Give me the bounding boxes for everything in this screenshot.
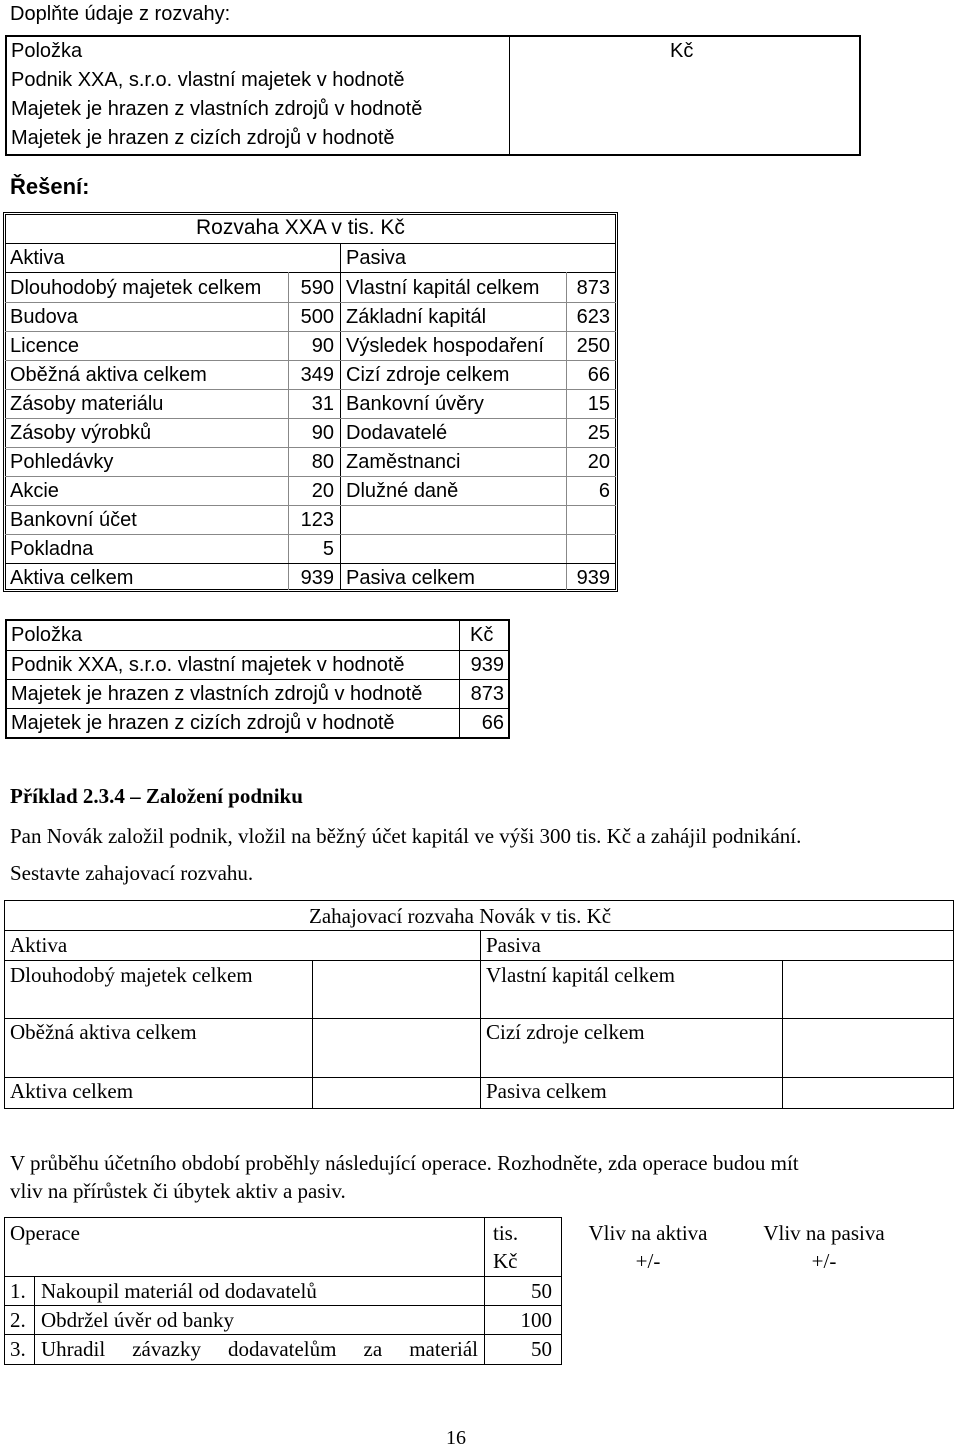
balance-liab-value: 15: [587, 393, 610, 415]
balance-asset-value: 80: [311, 451, 334, 473]
result-row-value: 939: [470, 654, 504, 676]
opening-rule: [5, 930, 953, 931]
fill-table-row: Podnik XXA, s.r.o. vlastní majetek v hodnotě: [11, 69, 405, 91]
balance-asset-label: Pokladna: [10, 538, 94, 560]
balance-asset-value: 500: [300, 306, 334, 328]
ops-row-value: 50: [531, 1337, 552, 1361]
opening-row: Aktiva celkem: [10, 1079, 134, 1103]
balance-liab-label: Výsledek hospodaření: [346, 335, 544, 357]
ops-row-value: 50: [531, 1279, 552, 1303]
opening-row: Dlouhodobý majetek celkem: [10, 963, 253, 987]
balance-asset-value: 349: [300, 364, 334, 386]
ops-header-operation: Operace: [10, 1221, 80, 1245]
fill-table-divider: [509, 35, 510, 156]
result-row-label: Podnik XXA, s.r.o. vlastní majetek v hodnotě: [11, 654, 405, 676]
opening-liab-label: Pasiva: [486, 933, 541, 957]
balance-asset-label: Licence: [10, 335, 79, 357]
opening-row: Oběžná aktiva celkem: [10, 1020, 197, 1044]
balance-liab-label: Základní kapitál: [346, 306, 487, 328]
solution-heading: Řešení:: [10, 174, 90, 199]
balance-liab-label: Vlastní kapitál celkem: [346, 277, 540, 299]
balance-asset-value: 90: [311, 335, 334, 357]
balance-asset-label: Akcie: [10, 480, 59, 502]
balance-liab-label: Pasiva: [346, 247, 407, 269]
opening-divider: [312, 960, 313, 1108]
balance-asset-value: 31: [311, 393, 334, 415]
balance-liab-value: 623: [576, 306, 610, 328]
balance-asset-value: 90: [311, 422, 334, 444]
balance-asset-label: Pohledávky: [10, 451, 114, 473]
ops-row-value: 100: [520, 1308, 552, 1332]
balance-liab-label: Dodavatelé: [346, 422, 448, 444]
ops-row-text: Nakoupil materiál od dodavatelů: [41, 1279, 317, 1303]
balance-liab-value: 939: [576, 567, 610, 589]
balance-asset-label: Aktiva celkem: [10, 567, 134, 589]
balance-title: Rozvaha XXA v tis. Kč: [196, 216, 405, 239]
opening-rule: [5, 1077, 953, 1078]
ops-header-tis: tis.: [493, 1221, 519, 1245]
balance-liab-value: 250: [576, 335, 610, 357]
balance-asset-value: 590: [300, 277, 334, 299]
balance-divider-soft: [288, 272, 289, 590]
ops-header-liab-sign: +/-: [811, 1249, 837, 1273]
result-row-label: Majetek je hrazen z vlastních zdrojů v hodnotě: [11, 683, 423, 705]
balance-rule: [5, 272, 616, 273]
opening-divider: [480, 930, 481, 1108]
opening-assets-label: Aktiva: [10, 933, 68, 957]
balance-asset-label: Bankovní účet: [10, 509, 137, 531]
result-header-item: Položka: [11, 624, 83, 646]
balance-asset-label: Budova: [10, 306, 78, 328]
example-text-2: Sestavte zahajovací rozvahu.: [10, 861, 254, 885]
ops-header-liab: Vliv na pasiva: [763, 1221, 885, 1245]
balance-liab-label: Zaměstnanci: [346, 451, 461, 473]
balance-asset-label: Zásoby výrobků: [10, 422, 152, 444]
opening-row: Cizí zdroje celkem: [486, 1020, 645, 1044]
balance-liab-value: 25: [587, 422, 610, 444]
fill-table-header-kc: Kč: [670, 40, 694, 62]
ops-divider: [34, 1276, 35, 1365]
ops-row-number: 2.: [10, 1308, 26, 1332]
opening-row: Pasiva celkem: [486, 1079, 607, 1103]
ops-divider: [484, 1217, 485, 1365]
balance-asset-value: 20: [311, 480, 334, 502]
ops-header-assets-sign: +/-: [635, 1249, 661, 1273]
balance-asset-value: 939: [300, 567, 334, 589]
example-text-1: Pan Novák založil podnik, vložil na běžný účet kapitál ve výši 300 tis. Kč a zahájil podnikání.: [10, 824, 802, 848]
result-header-kc: Kč: [470, 624, 494, 646]
opening-divider: [782, 960, 783, 1108]
balance-liab-label: Dlužné daně: [346, 480, 459, 502]
opening-title: Zahajovací rozvaha Novák v tis. Kč: [309, 904, 612, 928]
balance-liab-value: 6: [598, 480, 610, 502]
balance-asset-value: 5: [322, 538, 334, 560]
balance-asset-value: 123: [300, 509, 334, 531]
ops-header-assets: Vliv na aktiva: [588, 1221, 708, 1245]
fill-table-row: Majetek je hrazen z vlastních zdrojů v hodnotě: [11, 98, 423, 120]
ops-row-text: Uhradil závazky dodavatelům za materiál: [41, 1337, 478, 1361]
result-row-value: 873: [470, 683, 504, 705]
balance-divider-soft: [566, 272, 567, 590]
balance-asset-label: Dlouhodobý majetek celkem: [10, 277, 262, 299]
ops-row-number: 1.: [10, 1279, 26, 1303]
page-number: 16: [446, 1427, 466, 1449]
balance-liab-value: 66: [587, 364, 610, 386]
balance-liab-label: Cizí zdroje celkem: [346, 364, 510, 386]
ops-text-2: vliv na přírůstek či úbytek aktiv a pasiv.: [10, 1179, 346, 1203]
fill-table-header-item: Položka: [11, 40, 83, 62]
ops-text-1: V průběhu účetního období proběhly následující operace. Rozhodněte, zda operace budou mít: [10, 1151, 799, 1175]
result-row-label: Majetek je hrazen z cizích zdrojů v hodnotě: [11, 712, 395, 734]
opening-row: Vlastní kapitál celkem: [486, 963, 675, 987]
example-heading: Příklad 2.3.4 – Založení podniku: [10, 784, 303, 808]
balance-assets-label: Aktiva: [10, 247, 65, 269]
intro-text: Doplňte údaje z rozvahy:: [10, 3, 231, 25]
balance-asset-label: Oběžná aktiva celkem: [10, 364, 207, 386]
result-row-value: 66: [481, 712, 504, 734]
ops-row-text: Obdržel úvěr od banky: [41, 1308, 235, 1332]
ops-row-number: 3.: [10, 1337, 26, 1361]
balance-divider: [340, 243, 341, 590]
fill-table-row: Majetek je hrazen z cizích zdrojů v hodnotě: [11, 127, 395, 149]
ops-header-kc: Kč: [493, 1249, 518, 1273]
balance-liab-value: 20: [587, 451, 610, 473]
balance-rule: [5, 243, 616, 244]
balance-liab-label: Bankovní úvěry: [346, 393, 484, 415]
balance-asset-label: Zásoby materiálu: [10, 393, 164, 415]
balance-liab-label: Pasiva celkem: [346, 567, 475, 589]
balance-liab-value: 873: [576, 277, 610, 299]
